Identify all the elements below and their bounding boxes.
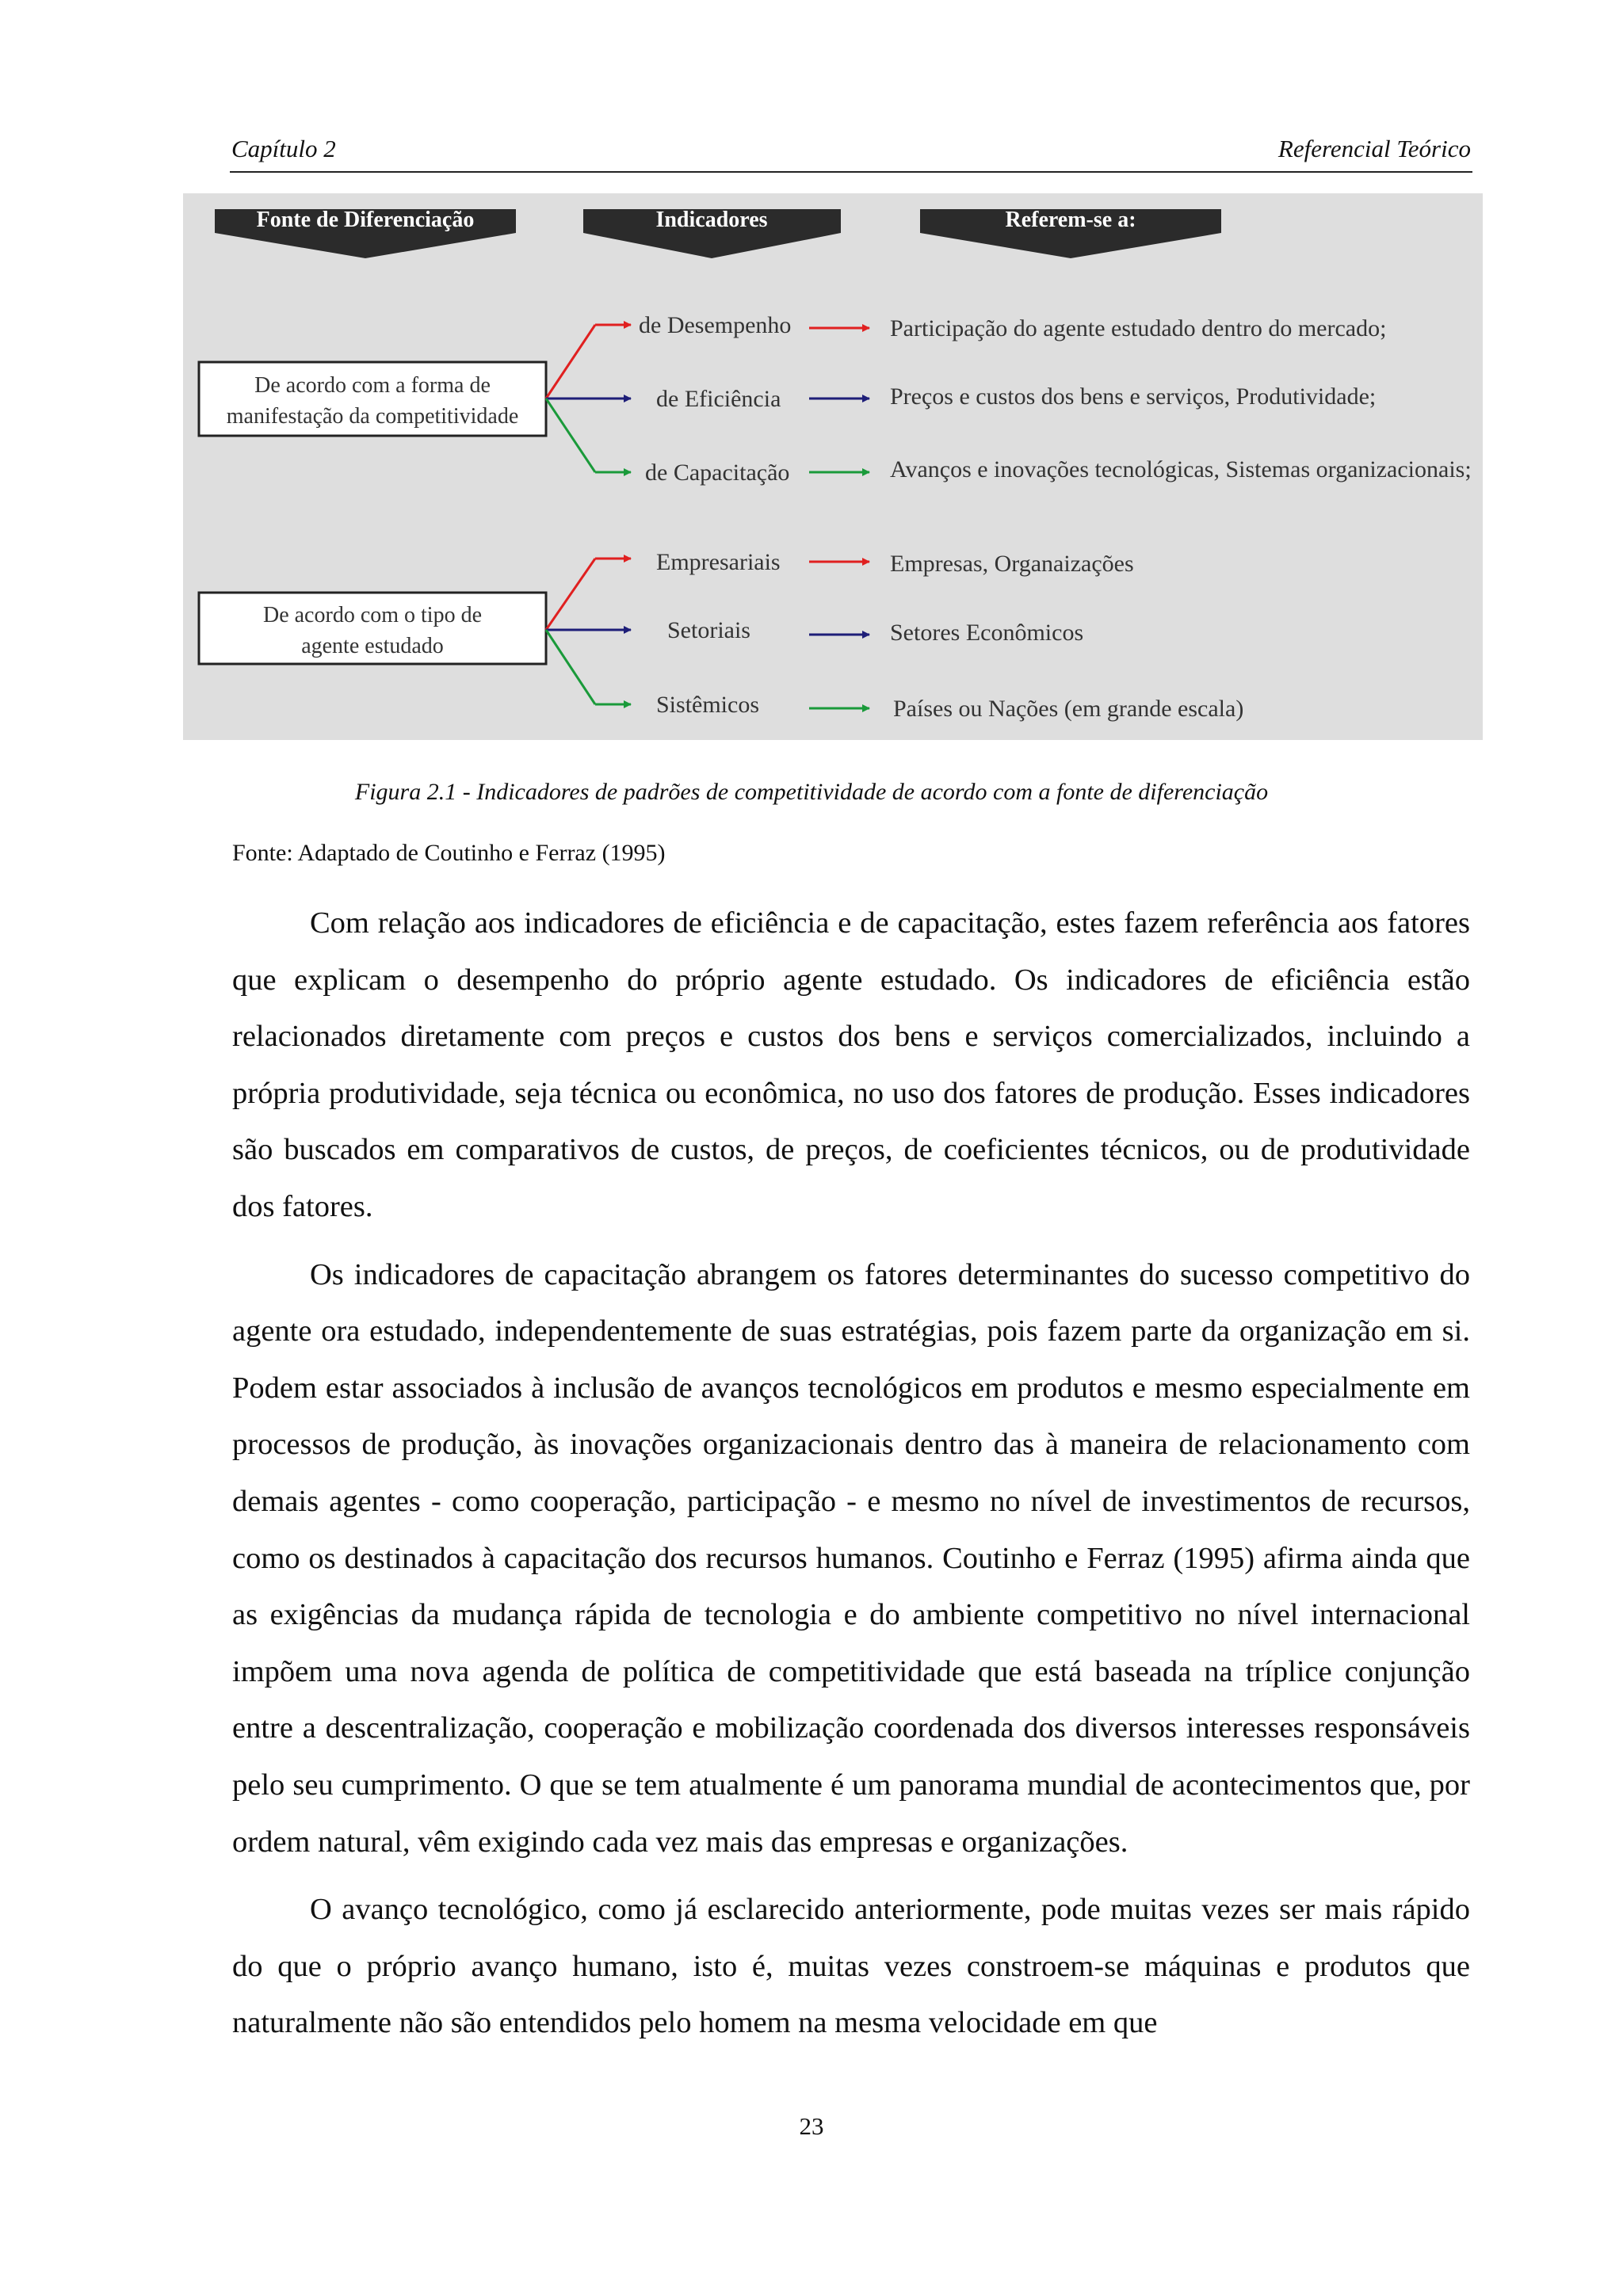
indicator-capacitacao: de Capacitação (645, 460, 790, 486)
banner-source (215, 208, 516, 258)
page-header (230, 132, 1472, 173)
refer-paises: Países ou Nações (em grande escala) (893, 696, 1244, 722)
indicator-sistemicos: Sistêmicos (656, 692, 760, 718)
paragraph-3: O avanço tecnológico, como já esclarecido anteriormente, pode muitas vezes ser mais rápido do que o próprio avanço humano, isto é, muitas vezes constroem-se máquinas e produtos que naturalmente não são entendidos pelo homem na mesma velocidade em que (232, 1893, 1470, 2040)
paragraph-1: Com relação aos indicadores de eficiência e de capacitação, estes fazem referência aos fatores que explicam o desempenho do próprio agente estudado. Os indicadores de eficiência estão relacionados diretamente com preços e custos dos bens e serviços comercializados, incluindo a própria produtividade, seja técnica ou econômica, no uso dos fatores de produção. Esses indicadores são buscados em comparativos de custos, de preços, de coeficientes técnicos, ou de produtividade dos fatores. (232, 906, 1470, 1223)
refer-empresas: Empresas, Organaizações (890, 551, 1134, 577)
group-2-box-line2: agente estudado (301, 634, 444, 658)
banner-indicators-text: Indicadores (655, 208, 768, 232)
refer-participacao: Participação do agente estudado dentro do mercado; (890, 315, 1387, 341)
branch-sistemicos (546, 630, 595, 704)
figure-caption: Figura 2.1 - Indicadores de padrões de competitividade de acordo com a fonte de diferenciação (354, 779, 1269, 805)
branch-desempenho (546, 325, 595, 399)
group-1-box-line2: manifestação da competitividade (226, 404, 519, 429)
branch-empresariais (546, 559, 595, 630)
refer-setores: Setores Econômicos (890, 620, 1084, 646)
body-text (232, 895, 1470, 2063)
banner-refer (920, 208, 1221, 258)
group-1-box-line1: De acordo com a forma de (254, 373, 491, 398)
diagram-svg (183, 193, 1483, 740)
indicator-eficiencia: de Eficiência (656, 386, 781, 412)
indicator-setoriais: Setoriais (667, 617, 750, 643)
banner-refer-text: Referem-se a: (1005, 208, 1136, 232)
section-label: Referencial Teórico (1277, 135, 1471, 162)
group-2-box-line1: De acordo com o tipo de (262, 603, 483, 627)
indicator-empresariais: Empresariais (656, 549, 781, 575)
page-number: 23 (799, 2112, 824, 2140)
banner-source-text: Fonte de Diferenciação (256, 208, 475, 232)
refer-precos: Preços e custos dos bens e serviços, Produtividade; (890, 383, 1377, 410)
refer-avancos: Avanços e inovações tecnológicas, Sistemas organizacionais; (890, 456, 1472, 482)
paragraph-2: Os indicadores de capacitação abrangem os fatores determinantes do sucesso competitivo do agente ora estudado, independentemente de suas estratégias, pois fazem parte da organização em si. Podem estar associados à inclusão de avanços tecnológicos em produtos e mesmo especialmente em processos de produção, às inovações organizacionais dentro das à maneira de relacionamento com demais agentes - como cooperação, participação - e mesmo no nível de investimentos de recursos, como os destinados à capacitação dos recursos humanos. Coutinho e Ferraz (1995) afirma ainda que as exigências da mudança rápida de tecnologia e do ambiente competitivo no nível internacional impõem uma nova agenda de política de competitividade que está baseada na tríplice conjunção entre a descentralização, cooperação e mobilização coordenada dos diversos interesses responsáveis pelo seu cumprimento. O que se tem atualmente é um panorama mundial de acontecimentos que, por ordem natural, vêm exigindo cada vez mais das empresas e organizações. (232, 1257, 1470, 1859)
banner-indicators (583, 208, 841, 258)
branch-capacitacao (546, 399, 595, 472)
indicator-desempenho: de Desempenho (639, 312, 792, 338)
chapter-label: Capítulo 2 (231, 135, 336, 162)
figure-source: Fonte: Adaptado de Coutinho e Ferraz (1995) (232, 840, 666, 866)
figure-diagram (183, 193, 1483, 740)
